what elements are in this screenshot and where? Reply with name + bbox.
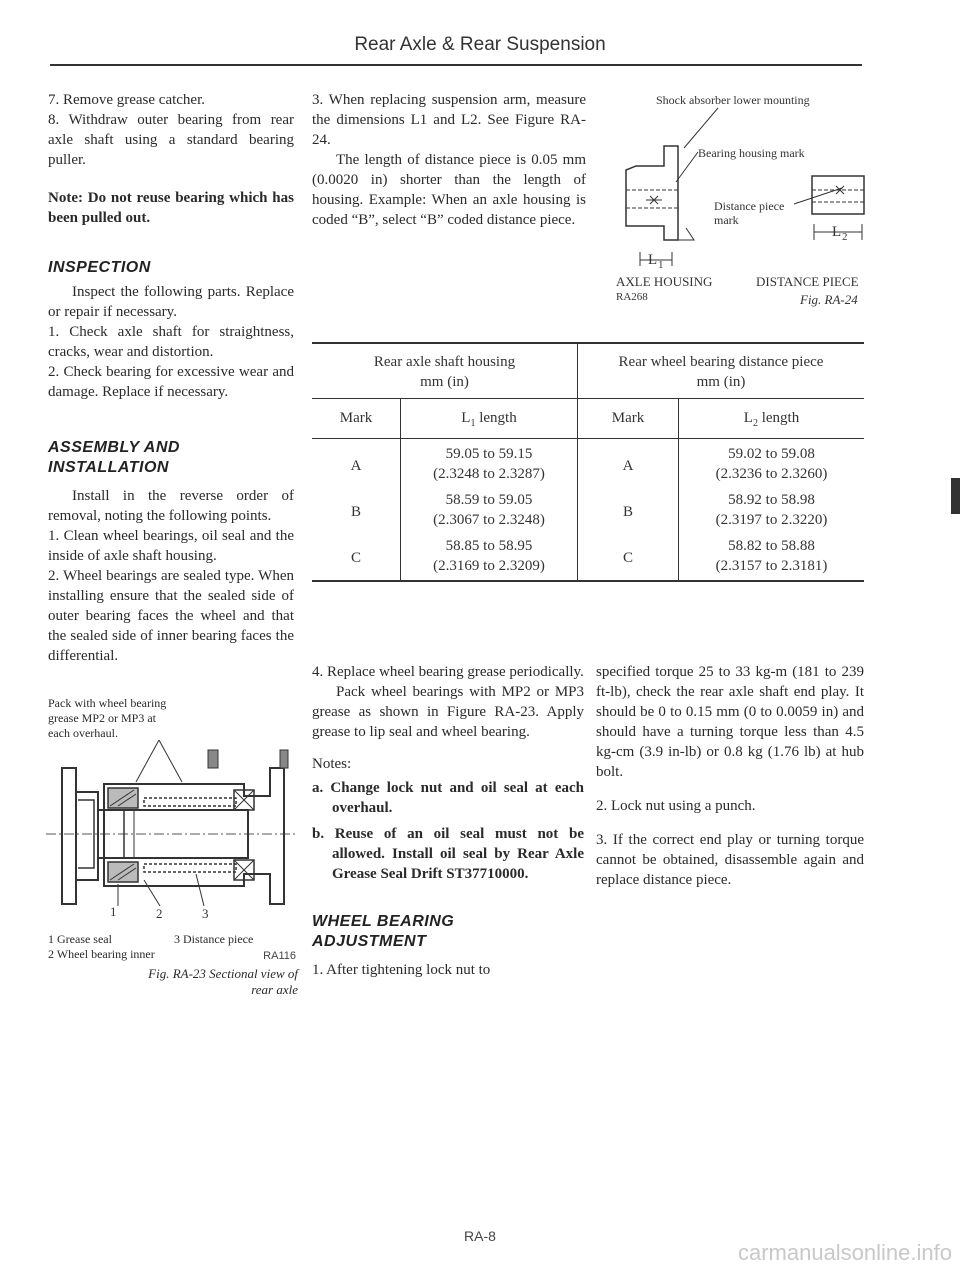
note-b: b. Reuse of an oil seal must not be allowed. Install oil seal by Rear Axle Grease Seal Drift ST37710000. [312,826,584,882]
step-4-detail: Pack wheel bearings with MP2 or MP3 grease as shown in Figure RA-23. Apply grease to lip seal and wheel bearing. [312,684,584,740]
fig-ra24-label-shock: Shock absorber lower mounting [656,93,810,107]
table-rule-top [312,342,864,344]
table-row-b-l1-in: (2.3067 to 2.3248) [433,512,545,528]
fig-ra24-diagram [606,90,872,312]
table-header-l1 [401,408,577,434]
table-group-right-line2: mm (in) [696,374,746,390]
table-row-c-l1 [401,536,577,576]
table-row-b-l1-mm: 58.59 to 59.05 [445,492,533,508]
table-row-a-l2-mm: 59.02 to 59.08 [728,446,815,462]
wb-step-2: 2. Lock nut using a punch. [596,798,756,814]
fig-ra23-callout [48,696,238,741]
table-header-mark-1: Mark [339,410,373,426]
inspection-intro: Inspect the following parts. Replace or repair if necessary. [48,284,294,320]
middle-step-3: 3. When replacing suspension arm, measure the dimensions L1 and L2. See Figure RA-24. [312,92,586,148]
table-row-a-l2 [679,444,864,484]
table-header-l2-sub: 2 [752,418,758,429]
assembly-heading-line2: INSTALLATION [48,459,169,476]
lower-middle-column [312,662,584,980]
table-row-c-l2-in: (2.3157 to 2.3181) [715,558,828,574]
removal-step-8: 8. Withdraw outer bearing from rear axle shaft using a standard bearing puller. [48,112,294,168]
table-row-c-mark: C [350,550,361,566]
fig-ra23-callout-line2: grease MP2 or MP3 at [48,711,156,725]
assembly-step-2: 2. Wheel bearings are sealed type. When installing ensure that the sealed side of outer bearing faces the wheel and that the sealed side of inner bearing faces the differential. [48,568,294,664]
spec-table [312,342,864,582]
fig-ra23-num-3: 3 [202,906,209,920]
fig-ra24-label-l2: L [832,224,842,240]
table-group-right-line1: Rear wheel bearing distance piece [618,354,824,370]
table-row-c-l1-mm: 58.85 to 58.95 [445,538,533,554]
table-row-c-mark2: C [622,550,633,566]
table-row-a-mark2: A [622,458,634,474]
wheel-bearing-heading-line2: ADJUSTMENT [312,933,427,950]
table-row-b-l2-in: (2.3197 to 2.3220) [715,512,828,528]
inspection-step-2: 2. Check bearing for excessive wear and damage. Replace if necessary. [48,364,294,400]
wb-step-1: 1. After tightening lock nut to [312,962,491,978]
fig-ra24-label-l2-sub: 2 [842,231,848,243]
fig-ra23-code: RA116 [263,950,296,962]
fig-ra24-code: RA268 [616,291,648,303]
middle-step-3-detail: The length of distance piece is 0.05 mm (0.0020 in) shorter than the length of housing. Example: When an axle housing is coded “B”, select “B” coded distance piece. [312,152,586,228]
table-row-c-l1-in: (2.3169 to 2.3209) [433,558,545,574]
table-row-c-l2 [679,536,864,576]
note-a: a. Change lock nut and oil seal at each overhaul. [312,780,584,816]
table-header-l2-suffix: length [757,410,800,426]
table-rule-subheader [312,438,864,439]
assembly-heading-line1: ASSEMBLY AND [48,439,180,456]
fig-ra24-label-axle-housing: AXLE HOUSING [616,274,713,289]
table-header-l1-prefix: L [461,410,471,426]
table-header-l1-suffix: length [475,410,517,426]
page-header-title: Rear Axle & Rear Suspension [354,34,606,55]
fig-ra23-legend-3: 3 Distance piece [174,932,254,946]
table-row-a-l2-in: (2.3236 to 2.3260) [715,466,828,482]
wheel-bearing-heading-line1: WHEEL BEARING [312,913,455,930]
torque-paragraph: specified torque 25 to 33 kg-m (181 to 239 ft-lb), check the rear axle shaft end play. It should be 0 to 0.15 mm (0 to 0.0059 in) and should have a turning torque less than 4.5 kg-cm (3.9 in-lb) or 0.8 kg (1.76 lb) at hub bolt. [596,664,864,780]
left-column [48,90,294,666]
table-rule-header [312,398,864,399]
table-row-b-l2 [679,490,864,530]
table-header-l2 [679,408,864,434]
table-header-l1-sub: 1 [470,418,476,429]
table-group-left [312,352,577,392]
fig-ra23-sectional-diagram [44,740,300,920]
table-row-a-l1-mm: 59.05 to 59.15 [445,446,533,462]
fig-ra24-label-distance-piece: DISTANCE PIECE [756,274,859,289]
table-row-a-l1 [401,444,577,484]
table-row-b-l2-mm: 58.92 to 58.98 [728,492,815,508]
table-row-b-l1 [401,490,577,530]
fig-ra23-num-1: 1 [110,904,117,919]
table-header-l2-prefix: L [743,410,753,426]
fig-ra24-caption: Fig. RA-24 [800,292,858,307]
edge-tab-mark [951,478,960,514]
fig-ra24-label-bearing-mark: Bearing housing mark [698,146,805,160]
fig-ra24-label-distance-line1: Distance piece [714,199,785,213]
fig-ra23-legend [48,932,298,998]
fig-ra23-legend-2: 2 Wheel bearing inner [48,947,155,961]
assembly-step-1: 1. Clean wheel bearings, oil seal and the inside of axle shaft housing. [48,528,294,564]
table-header-mark-2: Mark [611,410,645,426]
removal-step-7: 7. Remove grease catcher. [48,92,206,108]
step-4: 4. Replace wheel bearing grease periodically. [312,664,584,680]
fig-ra24-label-distance-line2: mark [714,213,739,227]
fig-ra23-caption-line2: rear axle [251,982,298,997]
header-rule [50,64,862,66]
table-row-c-l2-mm: 58.82 to 58.88 [728,538,815,554]
assembly-intro: Install in the reverse order of removal, noting the following points. [48,488,294,524]
fig-ra23-num-2: 2 [156,906,163,920]
table-group-left-line2: mm (in) [420,374,469,390]
watermark: carmanualsonline.info [737,1240,952,1265]
fig-ra23-callout-line1: Pack with wheel bearing [48,696,167,710]
middle-column-upper [312,90,586,230]
fig-ra23-callout-line3: each overhaul. [48,726,118,740]
fig-ra23-legend-1: 1 Grease seal [48,932,112,946]
note-bearing: Note: Do not reuse bearing which has been pulled out. [48,190,294,226]
table-group-right [578,352,864,392]
notes-label: Notes: [312,756,352,772]
page-number: RA-8 [464,1228,496,1244]
fig-ra24-label-l1-sub: 1 [658,259,664,271]
lower-right-column [596,662,864,890]
inspection-step-1: 1. Check axle shaft for straightness, cracks, wear and distortion. [48,324,294,360]
fig-ra23-caption-line1: Fig. RA-23 Sectional view of [148,966,298,981]
table-row-b-mark: B [350,504,361,520]
table-group-left-line1: Rear axle shaft housing [373,354,516,370]
wb-step-3: 3. If the correct end play or turning torque cannot be obtained, disassemble again and replace distance piece. [596,832,864,888]
fig-ra24-label-l1: L [648,252,658,268]
table-row-a-mark: A [350,458,362,474]
table-row-b-mark2: B [622,504,633,520]
table-row-a-l1-in: (2.3248 to 2.3287) [433,466,545,482]
table-rule-bottom [312,580,864,582]
inspection-heading: INSPECTION [48,259,151,276]
